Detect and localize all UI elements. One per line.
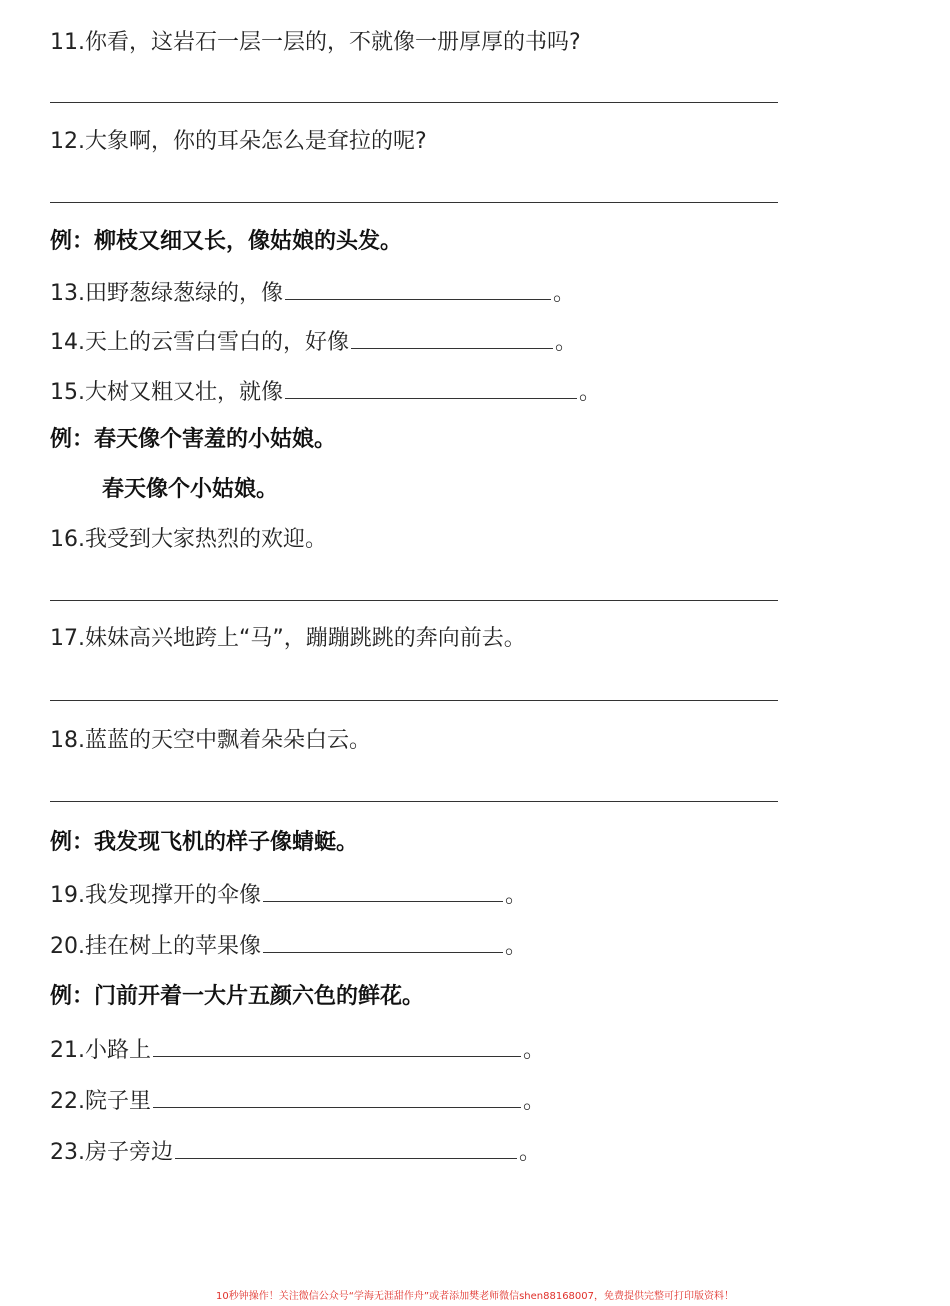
question-text: 妹妹高兴地跨上“马”，蹦蹦跳跳的奔向前去。 — [85, 626, 526, 651]
question-number: 14. — [50, 330, 85, 355]
question-text: 大树又粗又壮，就像 — [85, 380, 284, 405]
question-text: 蓝蓝的天空中飘着朵朵白云。 — [85, 728, 372, 753]
example-text: 春天像个害羞的小姑娘。 — [94, 427, 337, 452]
fill-blank[interactable] — [263, 879, 503, 902]
example-2 — [50, 425, 336, 455]
question-text: 院子里 — [85, 1089, 152, 1114]
example-prefix: 例： — [50, 984, 95, 1009]
fill-blank[interactable] — [285, 277, 551, 300]
question-number: 23. — [50, 1140, 85, 1165]
question-16 — [50, 525, 327, 555]
question-end: 。 — [579, 380, 602, 405]
question-text: 大象啊，你的耳朵怎么是耷拉的呢? — [85, 129, 427, 154]
question-number: 22. — [50, 1089, 85, 1114]
example-3 — [50, 828, 358, 858]
question-end: 。 — [555, 330, 578, 355]
example-prefix: 例： — [50, 427, 95, 452]
question-end: 。 — [505, 883, 528, 908]
question-end: 。 — [553, 281, 576, 306]
fill-blank[interactable] — [153, 1085, 521, 1108]
question-11 — [50, 28, 581, 58]
question-text: 挂在树上的苹果像 — [85, 934, 262, 959]
answer-line-17[interactable] — [50, 700, 778, 701]
example-text-2: 春天像个小姑娘。 — [102, 477, 279, 502]
question-number: 19. — [50, 883, 85, 908]
question-23 — [50, 1136, 541, 1168]
question-21 — [50, 1034, 545, 1066]
question-text: 我受到大家热烈的欢迎。 — [85, 527, 328, 552]
question-text: 你看，这岩石一层一层的，不就像一册厚厚的书吗? — [85, 30, 581, 55]
fill-blank[interactable] — [351, 326, 553, 349]
question-18 — [50, 726, 371, 756]
question-number: 18. — [50, 728, 85, 753]
question-13 — [50, 277, 575, 309]
example-4 — [50, 982, 424, 1012]
answer-line-12[interactable] — [50, 202, 778, 203]
question-text: 田野葱绿葱绿的，像 — [85, 281, 284, 306]
fill-blank[interactable] — [153, 1034, 521, 1057]
fill-blank[interactable] — [285, 376, 577, 399]
example-1 — [50, 227, 402, 257]
question-12 — [50, 127, 427, 157]
example-2-answer — [102, 475, 278, 505]
question-22 — [50, 1085, 545, 1117]
question-number: 13. — [50, 281, 85, 306]
question-text: 房子旁边 — [85, 1140, 174, 1165]
question-number: 11. — [50, 30, 85, 55]
question-end: 。 — [505, 934, 528, 959]
answer-line-11[interactable] — [50, 102, 778, 103]
question-17 — [50, 624, 526, 654]
question-number: 16. — [50, 527, 85, 552]
question-end: 。 — [519, 1140, 542, 1165]
question-number: 20. — [50, 934, 85, 959]
example-prefix: 例： — [50, 830, 95, 855]
question-text: 天上的云雪白雪白的，好像 — [85, 330, 350, 355]
example-text: 柳枝又细又长，像姑娘的头发。 — [94, 229, 403, 254]
question-number: 21. — [50, 1038, 85, 1063]
example-prefix: 例： — [50, 229, 95, 254]
question-number: 15. — [50, 380, 85, 405]
question-19 — [50, 879, 527, 911]
answer-line-16[interactable] — [50, 600, 778, 601]
question-14 — [50, 326, 577, 358]
question-text: 我发现撑开的伞像 — [85, 883, 262, 908]
fill-blank[interactable] — [263, 930, 503, 953]
fill-blank[interactable] — [175, 1136, 517, 1159]
question-20 — [50, 930, 527, 962]
question-end: 。 — [523, 1038, 546, 1063]
question-15 — [50, 376, 601, 408]
example-text: 我发现飞机的样子像蜻蜓。 — [94, 830, 359, 855]
question-number: 17. — [50, 626, 85, 651]
question-text: 小路上 — [85, 1038, 152, 1063]
answer-line-18[interactable] — [50, 801, 778, 802]
question-number: 12. — [50, 129, 85, 154]
example-text: 门前开着一大片五颜六色的鲜花。 — [94, 984, 425, 1009]
question-end: 。 — [523, 1089, 546, 1114]
footer-notice: 10秒钟操作！关注微信公众号“学海无涯甜作舟”或者添加樊老师微信shen88168007，免费提供完整可打印版资料！ — [215, 1291, 735, 1302]
